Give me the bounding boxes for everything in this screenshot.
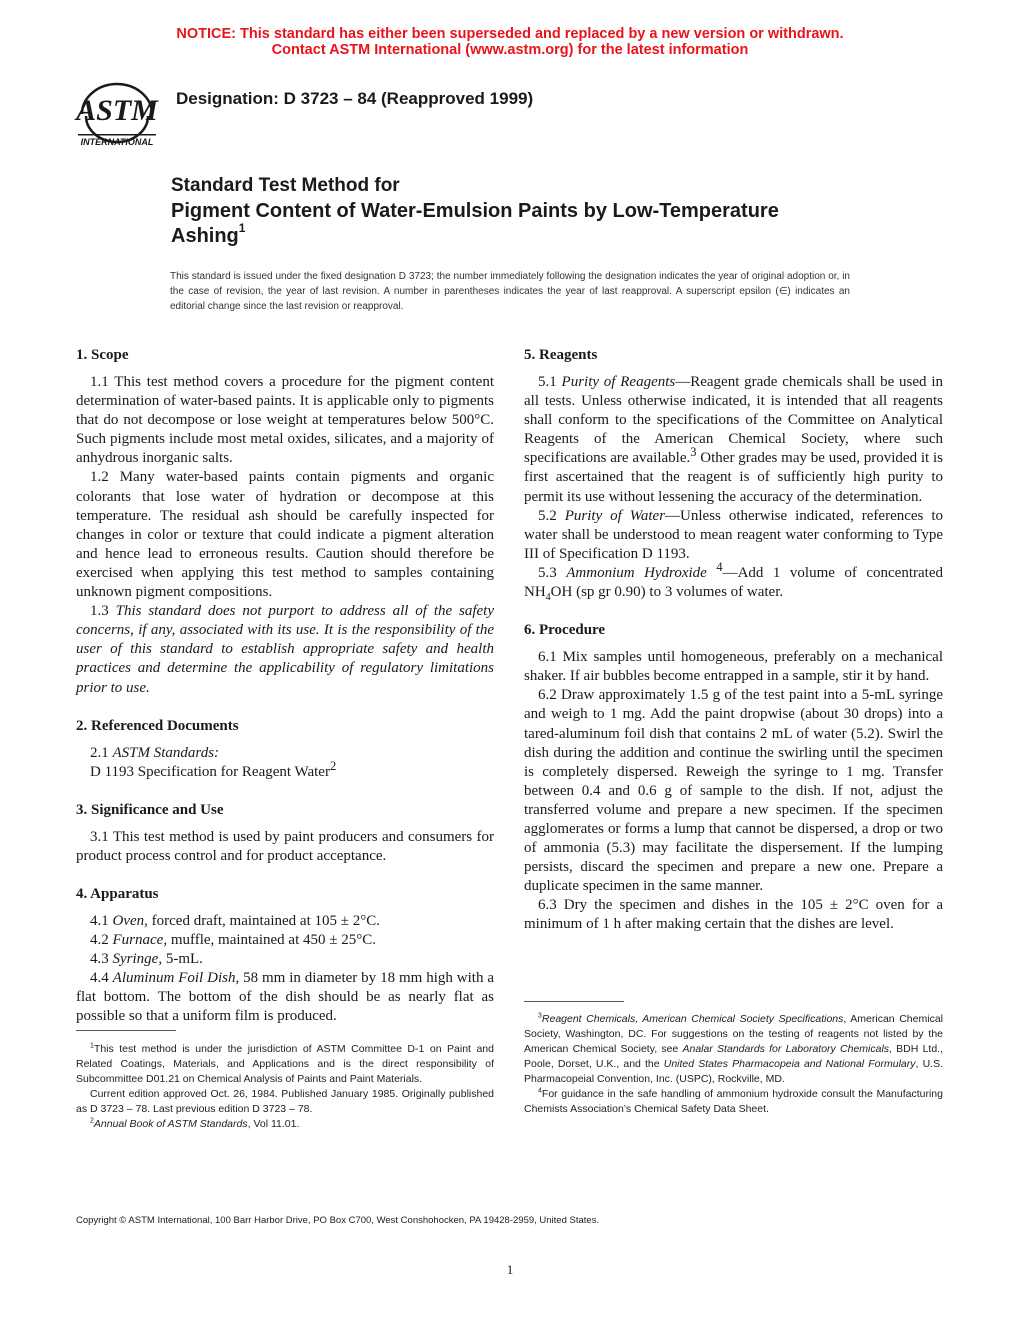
apparatus-item: 4.2 Furnace, muffle, maintained at 450 ± 25°C.	[90, 932, 376, 949]
apparatus-item: 4.1 Oven, forced draft, maintained at 105 ± 2°C.	[90, 912, 380, 929]
scope-p1: 1.1 This test method covers a procedure for the pigment content determination of water-based paints. It is applicable only to pigments that do not decompose or lose weight at temperatures below 500°C. Such pigments include most metal oxides, silicates, and a majority of anhydrous inorganic salts.	[76, 374, 494, 467]
reference-d1193: D 1193 Specification for Reagent Water$^2$	[90, 758, 337, 780]
footnote-divider-left	[76, 1030, 176, 1031]
section-significance	[76, 801, 494, 866]
right-column	[524, 346, 943, 945]
title-text: Pigment Content of Water-Emulsion Paints by Low-Temperature Ashing	[171, 200, 779, 247]
scope-heading: 1. Scope	[76, 347, 129, 363]
significance-p1: 3.1 This test method is used by paint producers and consumers for product process control and for product acceptance.	[76, 828, 494, 864]
scope-p2: 1.2 Many water-based paints contain pigments and organic colorants that lose water of hydration or decompose at this temperature. The residual ash should be carefully inspected for changes in color or texture that could indicate a pigment alteration and hence lead to erroneous results. Caution should therefore be exercised when applying this test method to samples containing unknown pigment compositions.	[76, 469, 494, 601]
footnote-1: $^1$This test method is under the jurisdiction of ASTM Committee D-1 on Paint and Related Coatings, Materials, and Applications and is the direct responsibility of Subcommittee D01.21 on Chemical Analysis of Paints and Paint Materials.	[76, 1042, 494, 1085]
referenced-heading: 2. Referenced Documents	[76, 717, 239, 734]
title-footnote-mark: 1	[238, 221, 246, 235]
astm-logo	[72, 76, 162, 150]
title-line-1: Standard Test Method for	[171, 175, 400, 196]
footnote-divider-right	[524, 1001, 624, 1002]
notice-line-1: NOTICE: This standard has either been superseded and replaced by a new version or withdrawn.	[176, 26, 844, 42]
apparatus-heading: 4. Apparatus	[76, 885, 159, 902]
reagents-p1: 5.1 Purity of Reagents—Reagent grade chemicals shall be used in all tests. Unless otherwise indicated, it is intended that all reagents shall conform to the specifications of the Committee on Analytical Reagents of the American Chemical Society, where such specifications are available.$^3$ Other grades may be used, provided it is first ascertained that the reagent is of sufficiently high purity to permit its use without lessening the accuracy of the determination.	[524, 374, 943, 505]
superseded-notice	[0, 26, 1020, 58]
left-column	[76, 346, 494, 1037]
significance-heading: 3. Significance and Use	[76, 801, 224, 818]
copyright-line: Copyright © ASTM International, 100 Barr Harbor Drive, PO Box C700, West Conshohocken, PA 19428-2959, United States.	[76, 1215, 600, 1226]
footnotes-left	[76, 1042, 494, 1132]
procedure-p3: 6.3 Dry the specimen and dishes in the 105 ± 2°C oven for a minimum of 1 h after making certain that the dishes are level.	[524, 897, 943, 933]
section-scope	[76, 346, 494, 698]
designation: Designation: D 3723 – 84 (Reapproved 1999)	[176, 89, 534, 108]
reagents-p2: 5.2 Purity of Water—Unless otherwise indicated, references to water shall be understood to mean reagent water conforming to Type III of Specification D 1193.	[524, 507, 943, 562]
page-number: 1	[506, 1262, 514, 1277]
section-referenced	[76, 717, 494, 782]
title-line-2	[171, 199, 811, 249]
logo-text: ASTM	[76, 94, 158, 127]
footnote-3: $^3$Reagent Chemicals, American Chemical Society Specifications, American Chemical Society, Washington, DC. For suggestions on the testing of reagents not listed by the American Chemical Society, see Analar Standards for Laboratory Chemicals, BDH Ltd., Poole, Dorset, U.K., and the United States Pharmacopeia and National Formulary, U.S. Pharmacopeial Convention, Inc. (USPC), Rockville, MD.	[524, 1012, 944, 1085]
footnote-2: $^2$Annual Book of ASTM Standards, Vol 11.01.	[90, 1117, 300, 1130]
apparatus-item: 4.3 Syringe, 5-mL.	[90, 951, 203, 968]
reagents-p3: 5.3 Ammonium Hydroxide $^4$—Add 1 volume of concentrated $NH_4OH$ (sp gr 0.90) to 3 volumes of water.	[524, 559, 943, 604]
intro-paragraph: This standard is issued under the fixed designation D 3723; the number immediately following the designation indicates the year of original adoption or, in the case of revision, the year of last revision. A number in parentheses indicates the year of last reapproval. A superscript epsilon (∈) indicates an editorial change since the last revision or reapproval.	[170, 271, 850, 312]
footnotes-right	[524, 1012, 943, 1117]
footnote-1-edition: Current edition approved Oct. 26, 1984. Published January 1985. Originally published as D 3723 – 78. Last previous edition D 3723 – 78.	[76, 1088, 494, 1115]
footnote-4: $^4$For guidance in the safe handling of ammonium hydroxide consult the Manufacturing Chemists Association’s Chemical Safety Data Sheet.	[524, 1087, 943, 1115]
procedure-heading: 6. Procedure	[524, 622, 606, 639]
section-procedure	[524, 621, 943, 934]
apparatus-item: 4.4 Aluminum Foil Dish, 58 mm in diameter by 18 mm high with a flat bottom. The bottom of the dish should be as nearly flat as possible so that a uniform film is produced.	[76, 970, 495, 1025]
procedure-p1: 6.1 Mix samples until homogeneous, preferably on a mechanical shaker. If air bubbles become entrapped in a sample, stir it by hand.	[524, 649, 943, 685]
procedure-p2: 6.2 Draw approximately 1.5 g of the test paint into a 5-mL syringe and weigh to 1 mg. Add the paint dropwise (about 30 drops) into a tared-aluminum foil dish that contains 2 mL of water (5.2). Swirl the dish during the addition and continue the swirling until the specimen is completely dispersed. Reweigh the syringe to 1 mg. Transfer between 0.4 and 0.6 g of sample to the dish. If not, adjust the transferred volume and prepare a new specimen. If the specimen agglomerates or forms a lump that cannot be dispersed, a drop or two of ammonia (5.3) may facilitate the dispersement. If the lumping persists, discard the specimen and prepare a new one. Prepare a duplicate specimen in the same manner.	[524, 687, 943, 895]
scope-p3: 1.3 This standard does not purport to address all of the safety concerns, if any, associated with its use. It is the responsibility of the user of this standard to establish appropriate safety and health practices and determine the applicability of regulatory limitations prior to use.	[76, 603, 495, 696]
reagents-heading: 5. Reagents	[524, 347, 598, 363]
notice-line-2: Contact ASTM International (www.astm.org) for the latest information	[271, 42, 749, 58]
section-apparatus	[76, 885, 494, 1027]
logo-subtext: INTERNATIONAL	[80, 137, 154, 147]
section-reagents	[524, 346, 943, 602]
referenced-p1: 2.1 ASTM Standards:	[90, 744, 220, 761]
